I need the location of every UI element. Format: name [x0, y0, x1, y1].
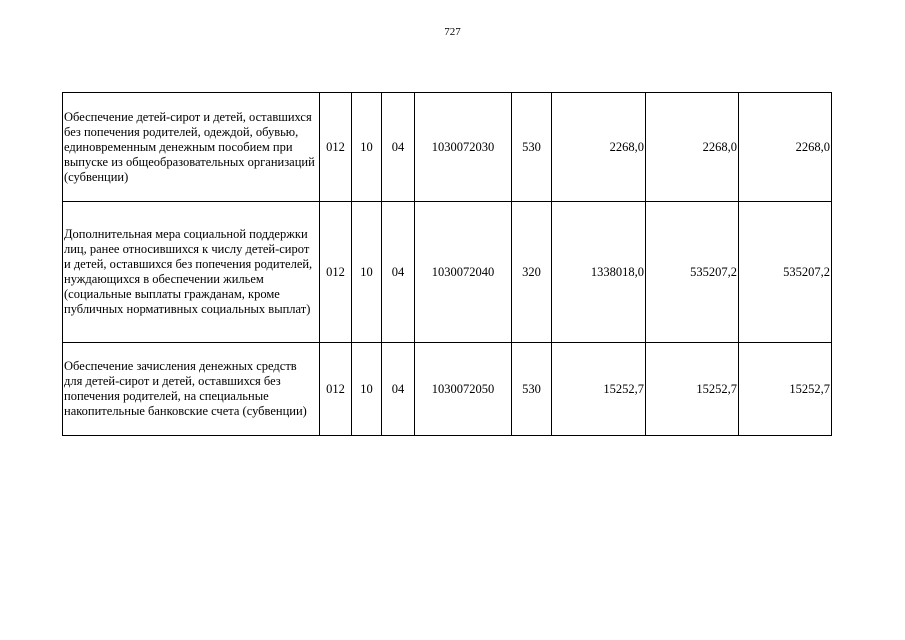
ministry-code: 012	[320, 202, 352, 343]
amount-2: 535207,2	[646, 202, 739, 343]
ministry-code: 012	[320, 93, 352, 202]
target-article-code: 1030072030	[415, 93, 512, 202]
amount-1: 2268,0	[552, 93, 646, 202]
table-row	[63, 202, 832, 343]
row-description: Дополнительная мера социальной поддержки лиц, ранее относившихся к числу детей-сирот и детей, оставшихся без попечения родителей, нуждающихся в обеспечении жильем (социальные выплаты гражданам, кроме публичных нормативных социальных выплат)	[63, 202, 320, 343]
row-description: Обеспечение детей-сирот и детей, оставшихся без попечения родителей, одеждой, обувью, единовременным денежным пособием при выпуске из общеобразовательных организаций (субвенции)	[63, 93, 320, 202]
amount-3: 535207,2	[739, 202, 832, 343]
ministry-code: 012	[320, 343, 352, 436]
page-number: 727	[444, 26, 461, 38]
expense-type-code: 530	[512, 343, 552, 436]
table-row	[63, 93, 832, 202]
amount-2: 15252,7	[646, 343, 739, 436]
amount-2: 2268,0	[646, 93, 739, 202]
amount-3: 2268,0	[739, 93, 832, 202]
section-code: 10	[352, 343, 382, 436]
amount-3: 15252,7	[739, 343, 832, 436]
expense-type-code: 530	[512, 93, 552, 202]
subsection-code: 04	[382, 93, 415, 202]
amount-1: 15252,7	[552, 343, 646, 436]
section-code: 10	[352, 202, 382, 343]
expense-type-code: 320	[512, 202, 552, 343]
amount-1: 1338018,0	[552, 202, 646, 343]
subsection-code: 04	[382, 202, 415, 343]
target-article-code: 1030072040	[415, 202, 512, 343]
budget-table	[62, 92, 832, 436]
target-article-code: 1030072050	[415, 343, 512, 436]
row-description: Обеспечение зачисления денежных средств для детей-сирот и детей, оставшихся без попечения родителей, на специальные накопительные банковские счета (субвенции)	[63, 343, 320, 436]
subsection-code: 04	[382, 343, 415, 436]
section-code: 10	[352, 93, 382, 202]
table-row	[63, 343, 832, 436]
